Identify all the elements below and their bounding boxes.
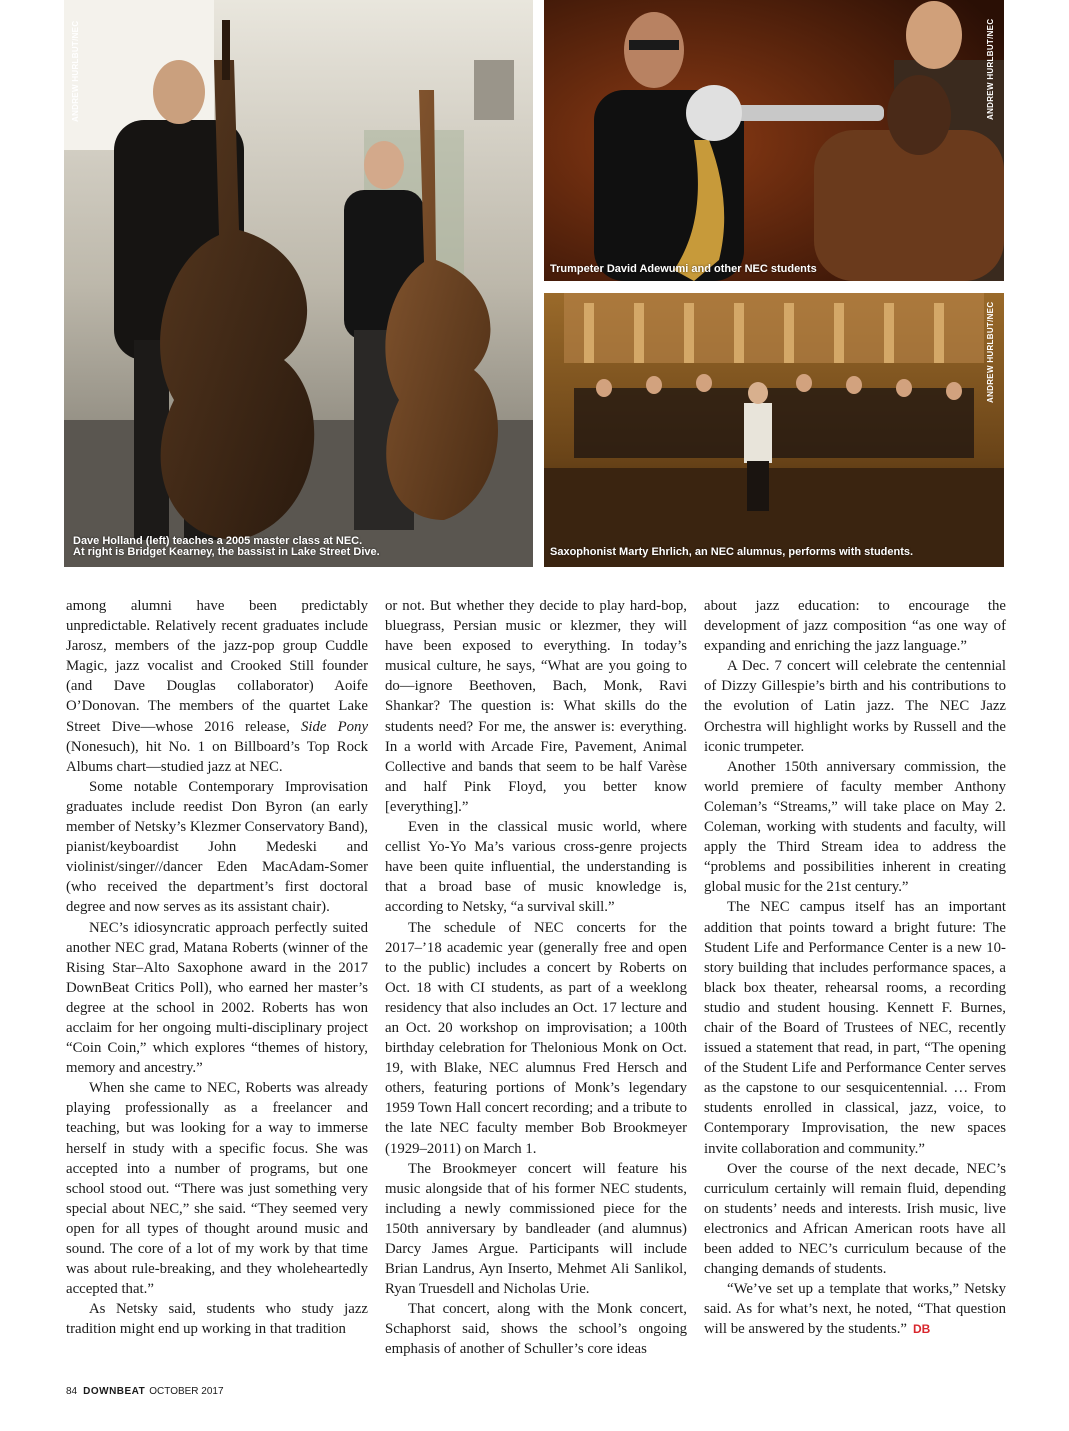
paragraph: Another 150th anniversary commission, the world premiere of faculty member Anthony Coleman’s “Streams,” will take place on May 2. Coleman, working with students and faculty, will apply the Third Stream idea to address the “problems and possibilities inherent in creating global music for the 21st century.” [704, 758, 1006, 896]
paragraph: or not. But whether they decide to play hard-bop, bluegrass, Persian music or klezmer, they will have been exposed to everything. In today’s musical culture, he says, “What are you going to do—ignore Beethoven, Bach, Monk, Ravi Shankar? The question is: What skills do the students need? For me, the answer is: everything. In a world with Arcade Fire, Pavement, Animal Collective and bands that seem to be half Varèse and half Pink Floyd, you better know [everything].” [385, 598, 687, 815]
paragraph: The schedule of NEC concerts for the 2017–’18 academic year (generally free and open to the public) includes a concert by Roberts on Oct. 18 with CI students, as part of a weeklong residency that also includes an Oct. 17 lecture and an Oct. 20 workshop on improvisation; a 100th birthday celebration for Thelonious Monk on Oct. 19, with Blake, NEC alumnus Fred Hersch and others, featuring portions of Monk’s legendary 1959 Town Hall concert recording; and a tribute to the late NEC faculty member Bob Brookmeyer (1929–2011) on March 1. [385, 919, 687, 1157]
photo-holland-master-class [64, 0, 533, 567]
paragraph: That concert, along with the Monk concert, Schaphorst said, shows the school’s ongoing emphasis of another of Schuller’s core ideas [385, 1301, 687, 1358]
photo-adewumi [544, 0, 1004, 281]
paragraph-text: among alumni have been predictably unpredictable. Relatively recent graduates include Jarosz, members of the jazz-pop group Cuddle Magic, jazz vocalist and Crooked Still founder (and Dave Douglas collaborator) Aoife O’Donovan. The members of the quartet Lake Street Dive—whose 2016 release, [66, 598, 368, 735]
photo-adewumi-image [544, 0, 1004, 281]
paragraph: NEC’s idiosyncratic approach perfectly suited another NEC grad, Matana Roberts (winner of the Rising Star–Alto Saxophone award in the 2017 DownBeat Critics Poll), who earned her master’s degree at the school in 2002. Roberts has won acclaim for her ongoing multi-disciplinary project “Coin Coin,” which explores “themes of history, memory and ancestry.” [66, 919, 368, 1077]
photo-credit: ANDREW HURLBUT/NEC [986, 18, 995, 120]
paragraph: Some notable Contemporary Improvisation graduates include reedist Don Byron (an early member of Netsky’s Klezmer Conservatory Band), pianist/keyboardist John Medeski and violinist/singer//dancer Eden MacAdam-Somer (who received the department’s first doctoral degree and now serves as its assistant chair). [66, 778, 368, 916]
issue-date: OCTOBER 2017 [149, 1386, 224, 1397]
article-column-3 [704, 596, 1006, 1339]
paragraph: The Brookmeyer concert will feature his music alongside that of his former NEC students, including a newly commissioned piece for the 150th anniversary by bandleader (and alumnus) Darcy James Argue. Participants will include Brian Landrus, Ayn Inserto, Mehmet Ali Sanlikol, Ryan Truesdell and Nicholas Urie. [385, 1160, 687, 1298]
photo-caption: Saxophonist Marty Ehrlich, an NEC alumnus, performs with students. [550, 546, 914, 558]
photo-ehrlich [544, 293, 1004, 567]
magazine-brand: DOWNBEAT [83, 1386, 146, 1397]
photo-ehrlich-image [544, 293, 1004, 567]
album-title: Side Pony [300, 718, 369, 735]
paragraph: When she came to NEC, Roberts was already playing professionally as a freelancer and teaching, but was looking for a way to immerse herself in study with a specific focus. She was accepted into a number of programs, but one school stood out. “There was just something very special about NEC,” she said. “They seemed very open for all types of thought around music and sound. The core of a lot of my work by that time was about rule-breaking, and they wholeheartedly accepted that.” [66, 1080, 368, 1298]
paragraph-text: “We’ve set up a template that works,” Netsky said. As for what’s next, he noted, “That question will be answered by the students.” [704, 1281, 1006, 1338]
paragraph [66, 596, 368, 777]
photo-caption: Trumpeter David Adewumi and other NEC students [550, 263, 817, 275]
paragraph: As Netsky said, students who study jazz tradition might end up working in that tradition [66, 1301, 368, 1338]
paragraph: A Dec. 7 concert will celebrate the centennial of Dizzy Gillespie’s birth and his contributions to the evolution of Latin jazz. The NEC Jazz Orchestra will highlight works by Russell and the iconic trumpeter. [704, 658, 1006, 755]
article-column-1 [66, 596, 368, 1339]
page-footer [66, 1386, 224, 1397]
photo-credit: ANDREW HURLBUT/NEC [986, 301, 995, 403]
photo-holland-image [64, 0, 533, 567]
caption-line: At right is Bridget Kearney, the bassist in Lake Street Dive. [73, 546, 380, 558]
paragraph [704, 1279, 1006, 1339]
photo-credit: ANDREW HURLBUT/NEC [71, 20, 80, 122]
photo-caption [73, 536, 380, 558]
paragraph: The NEC campus itself has an important addition that points toward a bright future: The Student Life and Performance Center is a new 10-story building that includes performance spaces, a black box theater, rehearsal rooms, a recording studio and student housing. Kennett F. Burnes, chair of the Board of Trustees of NEC, recently issued a statement that read, in part, “The opening of the Student Life and Performance Center serves as the capstone to our sesquicentennial. … From students enrolled in classical, jazz, voice, to Contemporary Improvisation, the new spaces invite collaboration and community.” [704, 899, 1006, 1157]
paragraph: Over the course of the next decade, NEC’s curriculum certainly will remain fluid, depending on students’ needs and interests. Irish music, live electronics and African American roots have all been added to NEC’s curriculum because of the changing demands of students. [704, 1160, 1006, 1278]
paragraph: Even in the classical music world, where cellist Yo-Yo Ma’s various cross-genre projects have been quite influential, the understanding is that a broad base of music knowledge is, according to Netsky, “a survival skill.” [385, 819, 687, 916]
end-mark: DB [913, 1322, 931, 1337]
paragraph: about jazz education: to encourage the development of jazz composition “as one way of expanding and enriching the jazz language.” [704, 598, 1006, 655]
paragraph-text: (Nonesuch), hit No. 1 on Billboard’s Top Rock Albums chart—studied jazz at NEC. [66, 738, 368, 775]
article-column-2 [385, 596, 687, 1360]
page-number: 84 [66, 1386, 78, 1397]
caption-line: Dave Holland (left) teaches a 2005 master class at NEC. [73, 535, 363, 547]
